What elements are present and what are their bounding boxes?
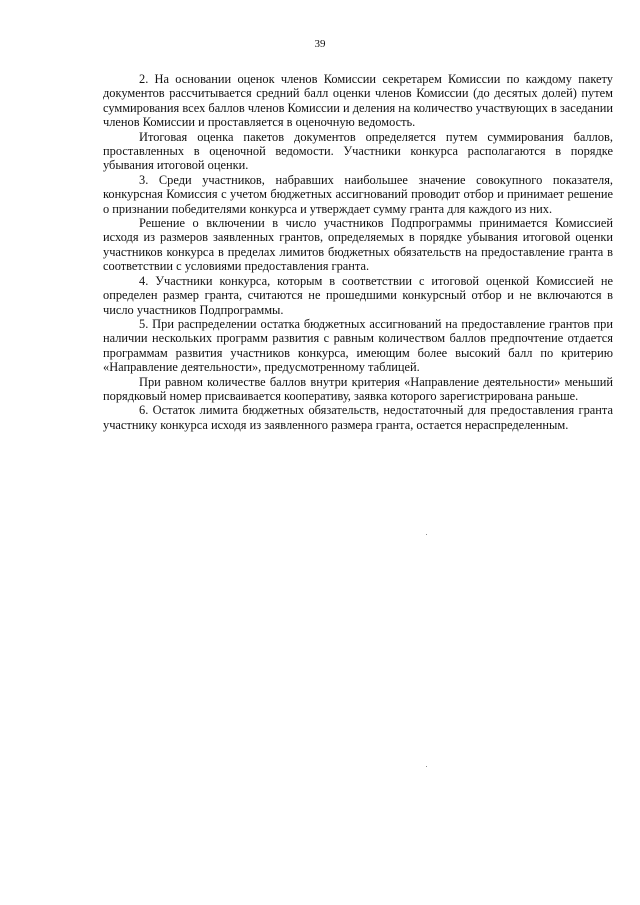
paragraph-6: 6. Остаток лимита бюджетных обязательств, недостаточный для предоставления гранта участнику конкурса исходя из заявленного размера гранта, остается нераспределенным. xyxy=(103,403,613,432)
paragraph-final-score: Итоговая оценка пакетов документов определяется путем суммирования баллов, проставленных в оценочной ведомости. Участники конкурса располагаются в порядке убывания итоговой оценки. xyxy=(103,129,613,173)
scan-speck xyxy=(426,766,427,767)
paragraph-2: 2. На основании оценок членов Комиссии секретарем Комиссии по каждому пакету документов рассчитывается средний балл оценки членов Комиссии (до десятых долей) путем суммирования всех баллов членов Комиссии и деления на количество участвующих в заседании членов Комиссии и проставляется в оценочную ведомость. xyxy=(103,72,613,130)
paragraph-equal-score: При равном количестве баллов внутри критерия «Направление деятельности» меньший порядковый номер присваивается кооперативу, заявка которого зарегистрирована раньше. xyxy=(103,374,613,403)
paragraph-3: 3. Среди участников, набравших наибольшее значение совокупного показателя, конкурсная Комиссия с учетом бюджетных ассигнований проводит отбор и принимает решение о признании победителями конкурса и утверждает сумму гранта для каждого из них. xyxy=(103,172,613,216)
paragraph-inclusion-decision: Решение о включении в число участников Подпрограммы принимается Комиссией исходя из размеров заявленных грантов, определяемых в порядке убывания итоговой оценки участников конкурса в пределах лимитов бюджетных обязательств на предоставление гранта в соответствии с условиями предоставления гранта. xyxy=(103,216,613,274)
scan-speck xyxy=(426,534,427,535)
page-number: 39 xyxy=(314,38,326,50)
paragraph-4: 4. Участники конкурса, которым в соответствии с итоговой оценкой Комиссией не определен размер гранта, считаются не прошедшими конкурсный отбор и не включаются в число участников Подпрограммы. xyxy=(103,273,613,317)
paragraph-5: 5. При распределении остатка бюджетных ассигнований на предоставление грантов при наличии нескольких программ развития с равным количеством баллов предпочтение отдается программам развития участников конкурса, имеющим более высокий балл по критерию «Направление деятельности», предусмотренному таблицей. xyxy=(103,316,613,375)
document-body xyxy=(103,72,613,432)
